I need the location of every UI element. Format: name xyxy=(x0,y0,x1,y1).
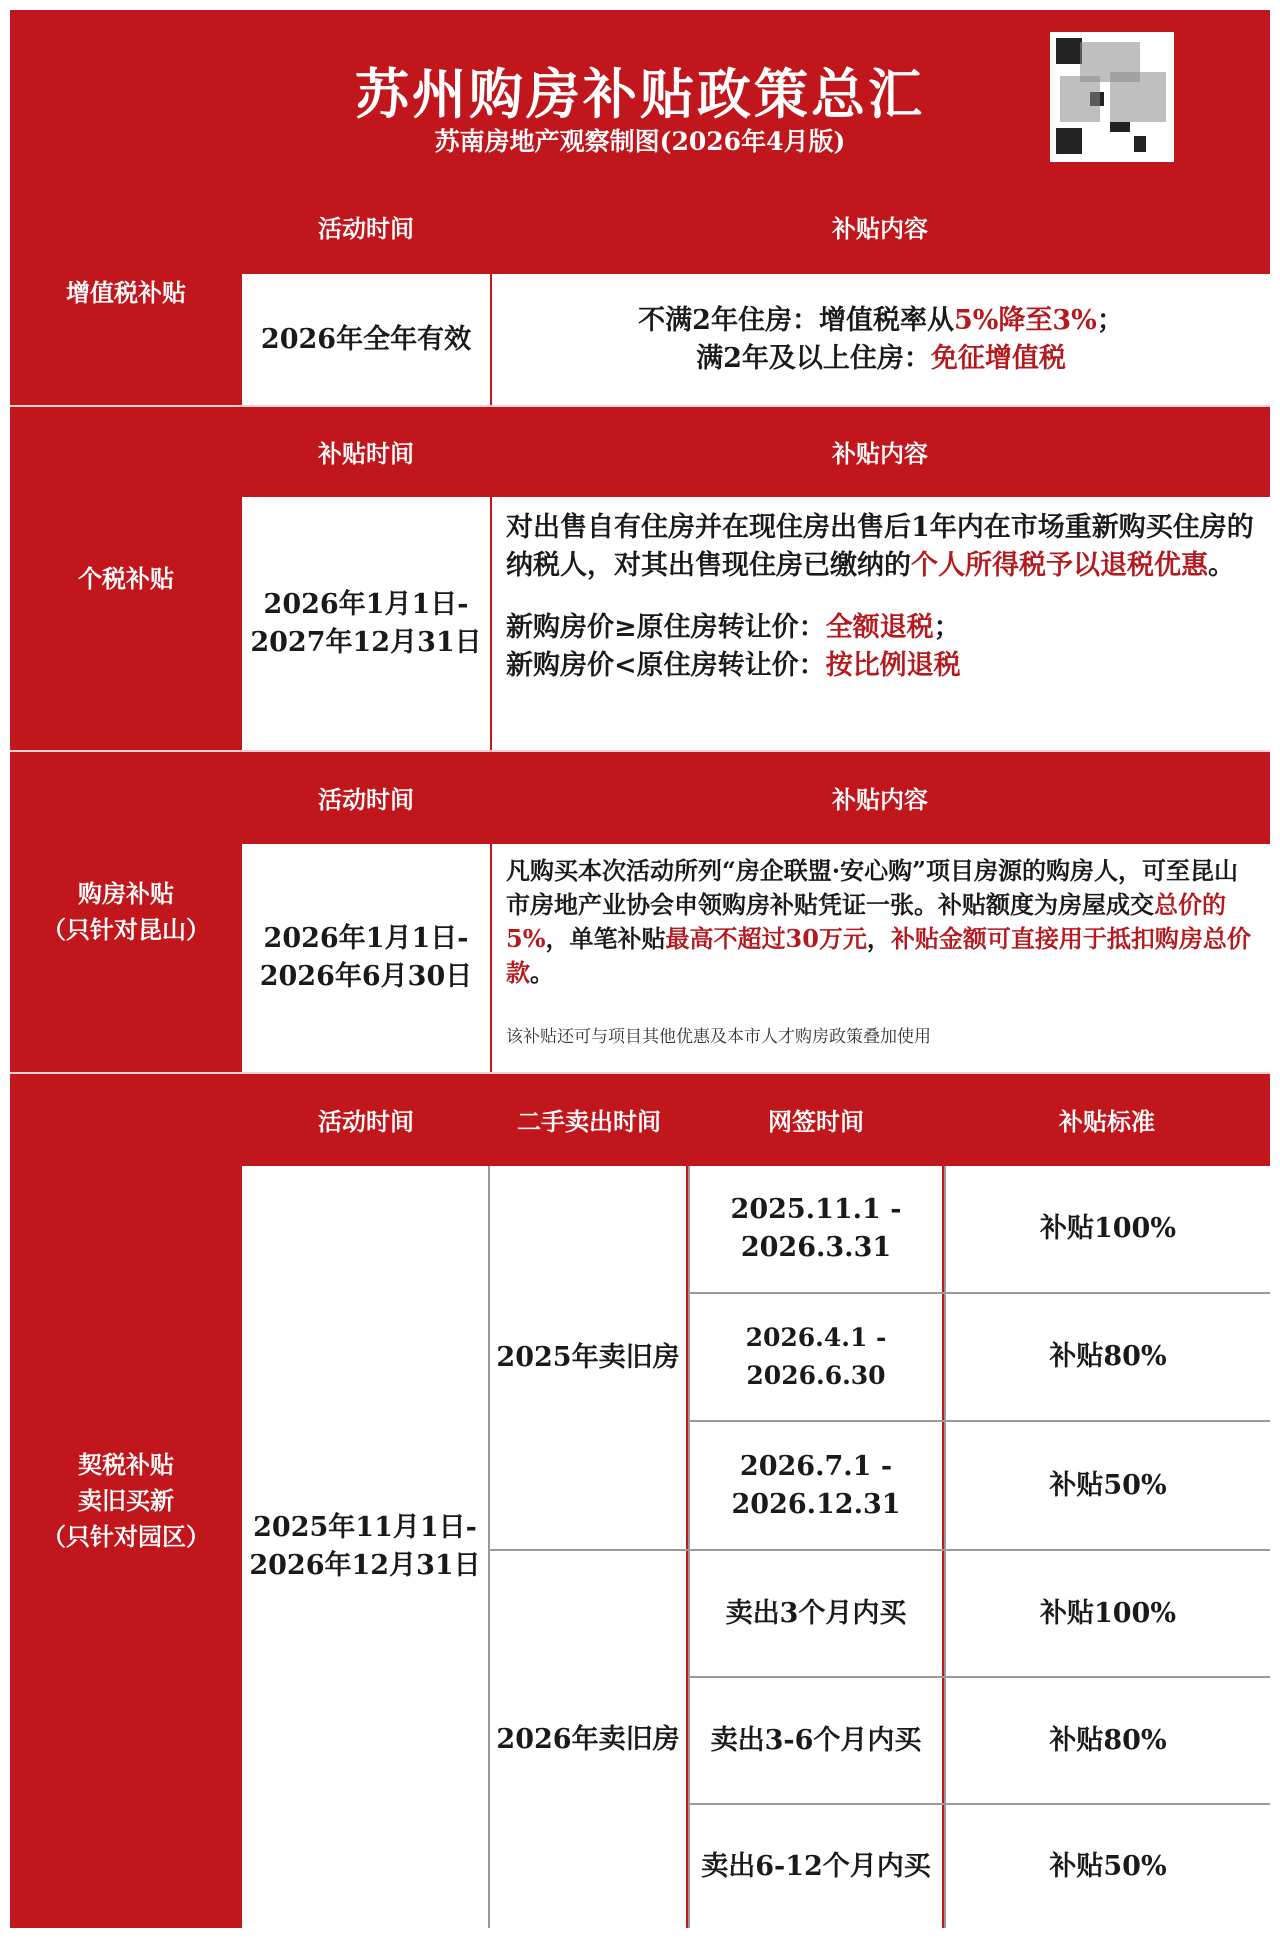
table-row-sign xyxy=(690,1805,942,1928)
table-row-std xyxy=(946,1551,1270,1676)
row5-sign-line1: 卖出3-6个月内买 xyxy=(710,1724,922,1756)
income-tax-l2-a: 新购房价≥原住房转让价： xyxy=(506,612,826,643)
deed-tax-group-2026-label: 2026年卖旧房 xyxy=(496,1723,680,1755)
purchase-time-line1: 2026年1月1日- xyxy=(263,923,469,954)
purchase-p-highlight1: 总价的5% xyxy=(506,890,1226,953)
table-row-sign xyxy=(690,1422,942,1549)
vat-line1-highlight: 5%降至3% xyxy=(953,304,1097,336)
grid-line xyxy=(690,1292,1270,1294)
row4-std: 补贴100% xyxy=(1039,1597,1176,1629)
table-row-sign xyxy=(690,1678,942,1803)
grid-line xyxy=(488,1166,490,1928)
income-tax-time-cell xyxy=(242,497,490,750)
table-row-sign xyxy=(690,1551,942,1676)
income-tax-l2-highlight: 全额退税 xyxy=(825,612,934,643)
income-tax-content-cell xyxy=(492,497,1270,750)
table-row-std xyxy=(946,1294,1270,1420)
table-row-sign xyxy=(690,1166,942,1292)
income-tax-section-label xyxy=(10,407,242,750)
deed-tax-time-line1: 2025年11月1日- xyxy=(253,1512,477,1543)
deed-tax-time-cell xyxy=(242,1166,488,1928)
income-tax-col-content-header xyxy=(490,407,1270,495)
table-row-std xyxy=(946,1422,1270,1549)
page-title: 苏州购房补贴政策总汇 xyxy=(355,62,925,126)
row2-sign-line1: 2026.4.1 - 2026.6.30 xyxy=(745,1323,887,1390)
grid-line xyxy=(688,1166,690,1928)
deed-tax-group-2025-label: 2025年卖旧房 xyxy=(496,1341,680,1373)
grid-line xyxy=(490,1549,1270,1551)
deed-tax-time-line2: 2026年12月31日 xyxy=(249,1550,481,1581)
purchase-p-a: 凡购买本次活动所列“房企联盟·安心购”项目房源的购房人，可至昆山市房地产业协会申领购房补贴凭证一张。补贴额度为房屋成交 xyxy=(506,856,1238,919)
income-tax-time-line2: 2027年12月31日 xyxy=(250,626,482,658)
poster-header xyxy=(10,10,1270,180)
purchase-label-line2: （只针对昆山） xyxy=(42,915,210,944)
purchase-label-line1: 购房补贴 xyxy=(78,879,174,908)
grid-line xyxy=(690,1676,1270,1678)
purchase-time-cell xyxy=(242,844,490,1072)
vat-line2-highlight: 免征增值税 xyxy=(930,342,1066,374)
deed-tax-col-sign-header xyxy=(688,1074,944,1164)
table-row-sign xyxy=(690,1294,942,1420)
income-tax-l2-c: ； xyxy=(933,612,961,643)
purchase-p-highlight3: 补贴金额可直接用于抵扣购房总价款 xyxy=(506,924,1251,987)
deed-tax-col-sell-header xyxy=(490,1074,688,1164)
income-tax-l3-highlight: 按比例退税 xyxy=(825,650,961,681)
deed-tax-col-std: 补贴标准 xyxy=(1059,1106,1155,1136)
deed-tax-col-std-header xyxy=(944,1074,1270,1164)
table-row-std xyxy=(946,1166,1270,1292)
page-subtitle: 苏南房地产观察制图(2026年4月版) xyxy=(434,127,846,156)
deed-tax-col-time-header xyxy=(242,1074,490,1164)
vat-col-time-header xyxy=(242,180,490,272)
table-row-std xyxy=(946,1805,1270,1928)
row3-std: 补贴50% xyxy=(1049,1469,1167,1501)
grid-line xyxy=(690,1420,1270,1422)
deed-tax-group-2025 xyxy=(490,1166,686,1549)
deed-tax-col-time: 活动时间 xyxy=(318,1106,414,1136)
deed-tax-col-sell: 二手卖出时间 xyxy=(517,1106,661,1136)
grid-line xyxy=(944,1166,946,1928)
income-tax-p1-highlight: 个人所得税予以退税优惠 xyxy=(911,550,1208,581)
vat-col-content-header xyxy=(490,180,1270,272)
policy-poster xyxy=(10,10,1270,1928)
row1-std: 补贴100% xyxy=(1039,1213,1176,1244)
vat-time: 2026年全年有效 xyxy=(260,323,472,355)
vat-section-label xyxy=(10,180,242,405)
row2-std: 补贴80% xyxy=(1049,1341,1167,1372)
purchase-p-e: ， xyxy=(866,924,891,953)
row1-sign-line2: 2026.3.31 xyxy=(740,1232,892,1263)
income-tax-l3-a: 新购房价<原住房转让价： xyxy=(506,650,826,681)
income-tax-label: 个税补贴 xyxy=(78,563,174,593)
purchase-section-label xyxy=(10,752,242,1072)
row1-sign-line1: 2025.11.1 - xyxy=(730,1194,902,1225)
deed-tax-group-2026 xyxy=(490,1551,686,1928)
purchase-p-highlight2: 最高不超过30万元 xyxy=(665,924,867,953)
income-tax-col-time-header xyxy=(242,407,490,495)
vat-time-cell xyxy=(242,274,490,405)
row3-sign-line1: 2026.7.1 - xyxy=(739,1450,893,1482)
income-tax-p1-a: 对出售自有住房并在现住房出售后1年内在市场重新购买住房的纳税人，对其出售现住房已缴纳的 xyxy=(506,512,1254,581)
purchase-content-cell xyxy=(492,844,1270,1072)
vat-line1-a: 不满2年住房：增值税率从 xyxy=(638,304,954,336)
row4-sign-line1: 卖出3个月内买 xyxy=(725,1597,907,1629)
row5-std: 补贴80% xyxy=(1049,1724,1167,1756)
purchase-col-time-header xyxy=(242,752,490,842)
vat-label: 增值税补贴 xyxy=(66,277,186,307)
deed-tax-label-line3: （只针对园区） xyxy=(42,1522,210,1551)
row6-std: 补贴50% xyxy=(1049,1850,1167,1882)
deed-tax-label-line2: 卖旧买新 xyxy=(78,1486,174,1515)
purchase-p-c: ，单笔补贴 xyxy=(545,924,666,953)
purchase-p-g: 。 xyxy=(530,958,554,987)
deed-tax-col-sign: 网签时间 xyxy=(768,1106,864,1136)
purchase-col-content-header xyxy=(490,752,1270,842)
vat-content-cell xyxy=(492,274,1270,405)
income-tax-col-content: 补贴内容 xyxy=(832,438,928,468)
table-row-std xyxy=(946,1678,1270,1803)
purchase-col-content: 补贴内容 xyxy=(832,784,928,814)
deed-tax-label-line1: 契税补贴 xyxy=(78,1450,174,1479)
qr-code-image xyxy=(1050,32,1174,162)
row6-sign-line1: 卖出6-12个月内买 xyxy=(701,1850,931,1882)
income-tax-col-time: 补贴时间 xyxy=(318,438,414,468)
purchase-time-line2: 2026年6月30日 xyxy=(259,961,473,992)
vat-line2-a: 满2年及以上住房： xyxy=(696,342,931,374)
income-tax-time-line1: 2026年1月1日- xyxy=(263,588,469,620)
row3-sign-line2: 2026.12.31 xyxy=(731,1488,901,1520)
vat-col-content: 补贴内容 xyxy=(832,213,928,243)
deed-tax-section-label xyxy=(10,1074,242,1928)
purchase-note: 该补贴还可与项目其他优惠及本市人才购房政策叠加使用 xyxy=(506,1027,931,1047)
purchase-col-time: 活动时间 xyxy=(318,784,414,814)
income-tax-p1-c: 。 xyxy=(1208,550,1235,581)
vat-col-time: 活动时间 xyxy=(318,213,414,243)
vat-line1-c: ； xyxy=(1096,304,1124,336)
grid-line xyxy=(690,1803,1270,1805)
